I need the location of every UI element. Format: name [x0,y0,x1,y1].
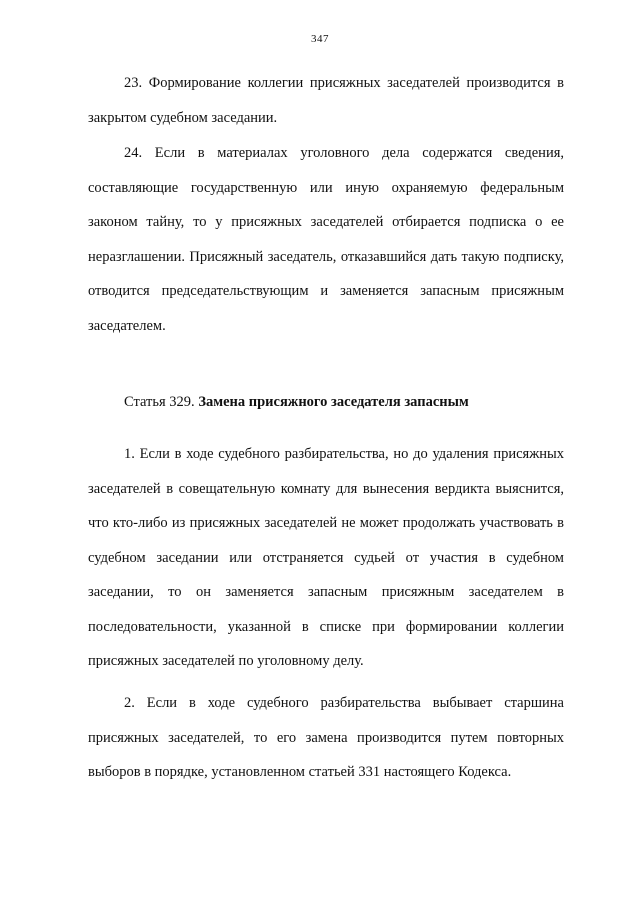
paragraph-23: 23. Формирование коллегии присяжных заседателей производится в закрытом судебном заседании. [88,75,564,126]
article-title: Замена присяжного заседателя запасным [198,394,469,410]
article-heading [124,387,564,417]
page-number: 347 [311,33,329,45]
article-label: Статья 329. [124,394,195,410]
article-paragraph-2: 2. Если в ходе судебного разбирательства выбывает старшина присяжных заседателей, то его замена производится путем повторных выборов в порядке, установленном статьей 331 настоящего Кодекса. [88,695,564,780]
paragraph-24: 24. Если в материалах уголовного дела содержатся сведения, составляющие государственную или иную охраняемую федеральным законом тайну, то у присяжных заседателей отбирается подписка о ее неразглашении. Присяжный заседатель, отказавшийся дать такую подписку, отводится председательствующим и заменяется запасным присяжным заседателем. [88,145,564,334]
article-paragraph-1: 1. Если в ходе судебного разбирательства, но до удаления присяжных заседателей в совещательную комнату для вынесения вердикта выяснится, что кто-либо из присяжных заседателей не может продолжать участвовать в судебном заседании или отстраняется судьей от участия в судебном заседании, то он заменяется запасным присяжным заседателем в последовательности, указанной в списке при формировании коллегии присяжных заседателей по уголовному делу. [88,446,564,669]
